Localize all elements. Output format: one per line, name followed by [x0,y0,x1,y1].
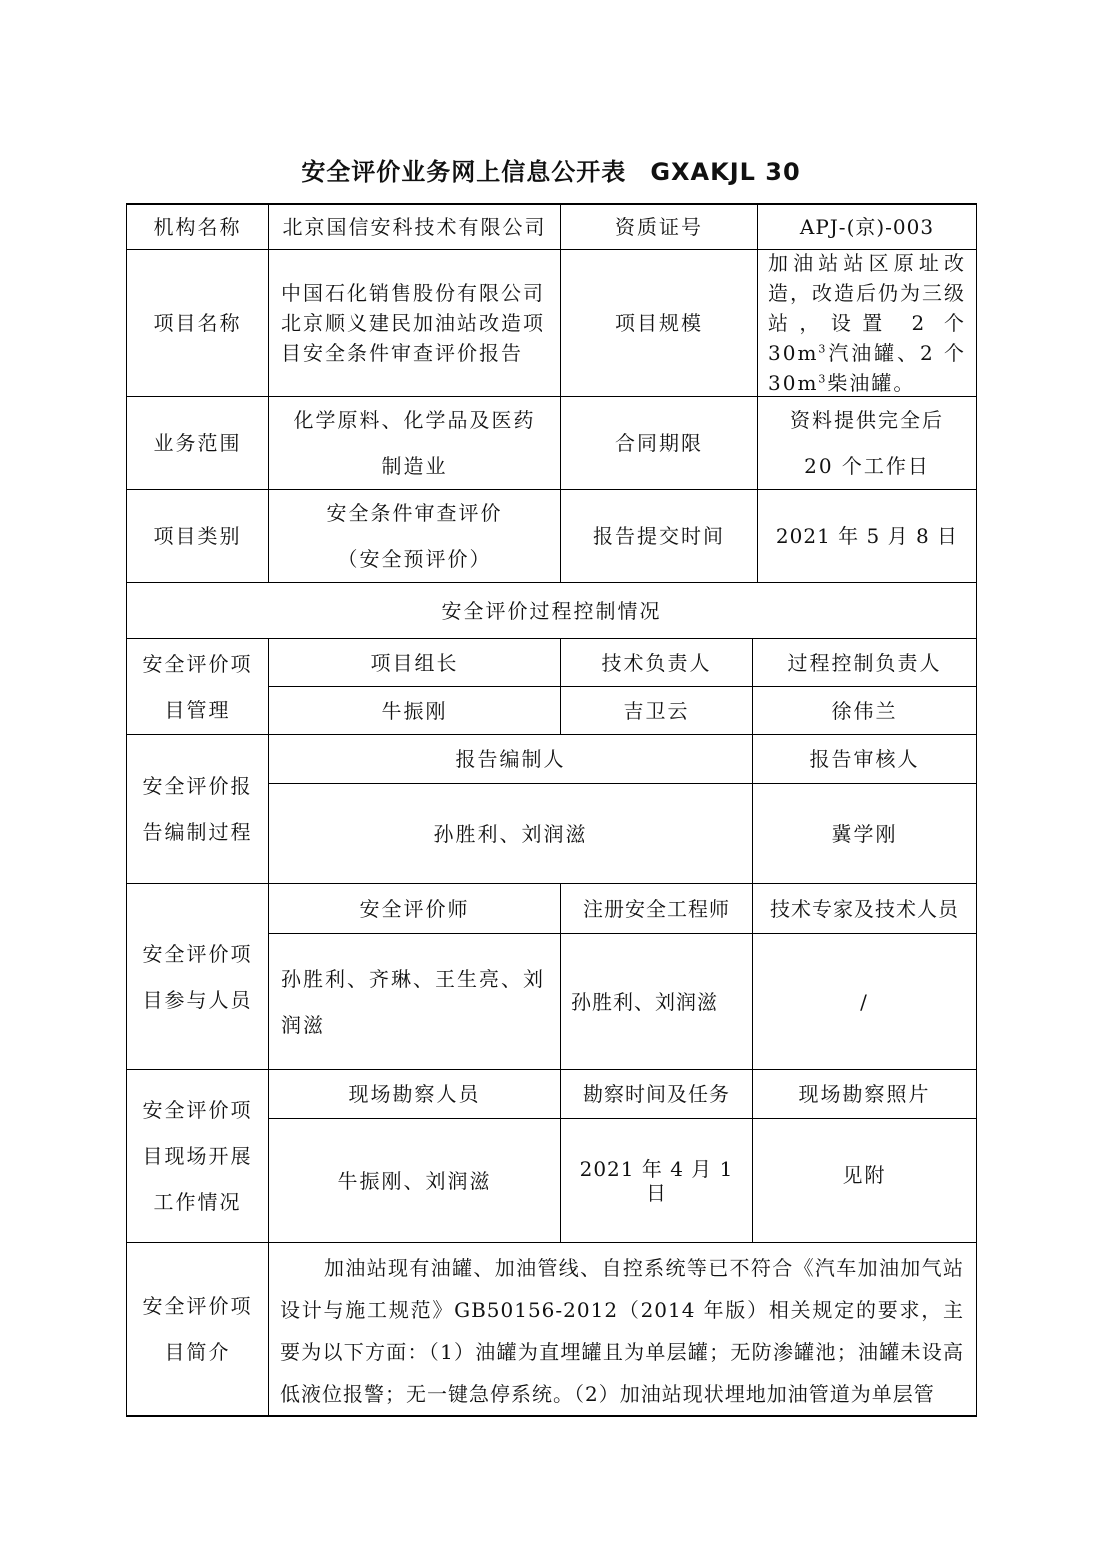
category-line-2: （安全预评价） [337,547,492,571]
tech-lead-label: 技术负责人 [601,650,712,675]
report-process-label: 安全评价报告编制过程 [142,774,253,844]
title-text: 安全评价业务网上信息公开表 [301,158,627,186]
report-reviewer-value: 冀学刚 [831,821,898,846]
site-time-value: 2021 年 4 月 1 日 [579,1156,734,1205]
scale-text-3: 柴油罐。 [827,371,916,395]
scale-sup-2: 3 [818,372,828,386]
site-time-label: 勘察时间及任务 [583,1082,730,1106]
participants-label: 安全评价项目参与人员 [142,941,253,1012]
scale-text-2: 汽油罐、2 个 30m [768,341,966,395]
process-lead-label: 过程控制负责人 [787,650,942,675]
page-title [0,152,1102,187]
management-label: 安全评价项目管理 [142,651,253,722]
business-scope-value: 化学原料、化学品及医药制造业 [293,408,536,478]
project-name-value: 中国石化销售股份有限公司北京顺义建民加油站改造项目安全条件审查评价报告 [281,281,545,365]
submit-time-label: 报告提交时间 [593,524,725,548]
business-scope-label: 业务范围 [153,431,242,455]
contract-term-value: 资料提供完全后 20 个工作日 [790,408,944,478]
tech-lead-value: 吉卫云 [623,698,690,723]
site-staff-label: 现场勘察人员 [348,1082,481,1106]
engineer-value: 孙胜利、刘润滋 [571,989,718,1014]
cert-label: 资质证号 [615,215,703,239]
intro-text: 加油站现有油罐、加油管线、自控系统等已不符合《汽车加油加气站设计与施工规范》GB50156-2012（2014 年版）相关规定的要求，主要为以下方面：（1）油罐为直埋罐且为单层罐；无防渗罐池；油罐未设高低液位报警；无一键急停系统。（2）加油站现状埋地加油管道为单层管 [280,1256,964,1406]
report-author-label: 报告编制人 [455,747,566,771]
scale-sup-1: 3 [818,342,828,356]
leader-label: 项目组长 [370,650,459,675]
cert-value: APJ-(京)-003 [799,215,935,239]
site-staff-value: 牛振刚、刘润滋 [337,1168,492,1193]
project-name-label: 项目名称 [153,311,242,335]
report-author-value: 孙胜利、刘润滋 [433,821,588,846]
contract-term-label: 合同期限 [615,431,703,455]
category-value [269,490,560,582]
category-label: 项目类别 [153,524,242,548]
scale-text-1: 加油站站区原址改造，改造后仍为三级站，设置 2 个 30m [768,251,966,365]
expert-label: 技术专家及技术人员 [770,896,959,921]
category-line-1: 安全条件审查评价 [326,501,503,525]
process-header: 安全评价过程控制情况 [441,598,662,623]
evaluator-value: 孙胜利、齐琳、王生亮、刘润滋 [281,966,545,1037]
site-photo-label: 现场勘察照片 [798,1082,931,1106]
submit-time-value: 2021 年 5 月 8 日 [775,524,959,548]
project-scale-value [758,250,976,396]
form-code: GXAKJL 30 [650,158,801,186]
leader-value: 牛振刚 [381,698,448,723]
expert-value: / [860,989,869,1014]
report-reviewer-label: 报告审核人 [809,747,920,771]
org-name-value: 北京国信安科技术有限公司 [282,215,547,239]
project-scale-label: 项目规模 [615,311,703,335]
intro-label: 安全评价项目简介 [142,1294,253,1364]
process-lead-value: 徐伟兰 [831,698,898,723]
engineer-label: 注册安全工程师 [583,896,730,921]
evaluator-label: 安全评价师 [359,896,470,921]
site-work-label: 安全评价项目现场开展工作情况 [142,1098,253,1214]
org-name-label: 机构名称 [153,215,242,239]
site-photo-value: 见附 [842,1162,887,1187]
